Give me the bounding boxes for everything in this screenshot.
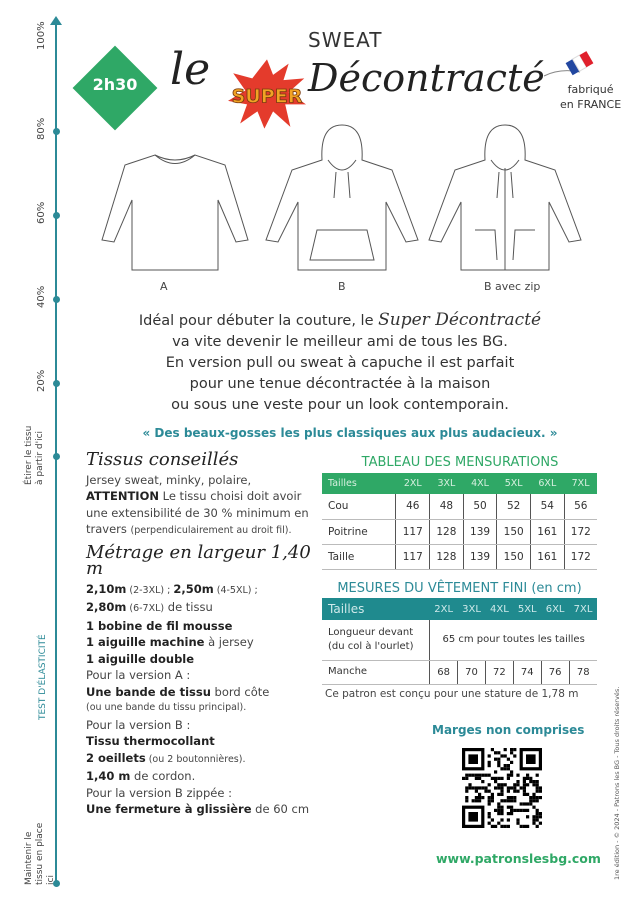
margins-note: Marges non comprises	[432, 723, 585, 737]
measurements-table: Tailles 2XL 3XL 4XL 5XL 6XL 7XL Cou 46 48 50 52 54 56 Poitrine 117 128 139 150 161 172 Taille 117 128 139 150 161 172	[322, 473, 597, 570]
tagline-quote: « Des beaux-gosses les plus classiques aux plus audacieux. »	[142, 426, 558, 440]
fabrics-title: Tissus conseillés	[86, 449, 239, 470]
stature-note: Ce patron est conçu pour une stature de 1,78 m	[325, 688, 579, 700]
title-le: le	[170, 44, 211, 95]
garment-b-zip-hoodie	[425, 120, 585, 275]
garment-label-b: B	[338, 280, 346, 293]
table-row: Longueur devant (du col à l'ourlet) 65 cm pour toutes les tailles	[322, 620, 597, 660]
tick-80: 80%	[36, 117, 47, 140]
garment-a-sweatshirt	[100, 120, 250, 275]
super-text: SUPER	[231, 85, 303, 108]
ruler-dot	[53, 380, 60, 387]
table-row: Taille 117 128 139 150 161 172	[322, 544, 597, 569]
time-text: 2h30	[92, 75, 138, 94]
arrow-up-icon	[50, 16, 62, 25]
made-in-france: fabriqué en FRANCE	[560, 83, 622, 111]
france-flag-tag-icon	[540, 50, 600, 80]
tick-40: 40%	[36, 285, 47, 308]
copyright: 1re édition - © 2024 - Patrons les BG - Tous droits réservés.	[613, 686, 621, 880]
supplies-column: Tissus conseillés Jersey sweat, minky, polaire, ATTENTION Le tissu choisi doit avoir une extensibilité de 30 % minimum en travers (perpendiculairement au droit fil). Métrage en largeur 1,40 m 2,10m (2-3XL) ; 2,50m (4-5XL) ; 2,80m (6-7XL) de tissu 1 bobine de fil mousse 1 aiguille machine à jersey 1 aiguille double Pour la version A : Une bande de tissu bord côte (ou une bande du tissu principal). Pour la version B : Tissu thermocollant 2 oeillets (ou 2 boutonnières). 1,40 m de cordon. Pour la version B zippée : Une fermeture à glissière de 60 cm	[86, 452, 316, 818]
garment-label-a: A	[160, 280, 168, 293]
finished-table: Tailles 2XL 3XL 4XL 5XL 6XL 7XL Longueur devant (du col à l'ourlet) 65 cm pour toutes les tailles Manche 68 70 72 74 76 78	[322, 598, 597, 685]
elasticity-test-label: TEST D'ÉLASTICITÉ	[38, 634, 48, 720]
yardage-title: Métrage en largeur 1,40 m	[86, 541, 311, 579]
tick-100: 100%	[36, 21, 47, 50]
ruler-dot	[53, 212, 60, 219]
subtitle-sweat: SWEAT	[308, 28, 383, 52]
garment-label-b-zip: B avec zip	[484, 280, 541, 293]
title-decontracte: Décontracté	[308, 56, 545, 100]
table-row: Poitrine 117 128 139 150 161 172	[322, 519, 597, 544]
hold-label: Maintenir le tissu en place ici	[24, 822, 56, 885]
tick-60: 60%	[36, 201, 47, 224]
ruler-dot	[53, 453, 60, 460]
ruler-dot	[53, 128, 60, 135]
website-link[interactable]: www.patronslesbg.com	[436, 851, 601, 866]
tick-20: 20%	[36, 369, 47, 392]
finished-title: MESURES DU VÊTEMENT FINI (en cm)	[337, 581, 582, 596]
ruler-dot	[53, 296, 60, 303]
qr-code[interactable]	[462, 748, 542, 828]
garment-b-hoodie	[262, 120, 422, 275]
intro-text: Idéal pour débuter la couture, le Super Décontracté va vite devenir le meilleur ami de tous les BG. En version pull ou sweat à capuche il est parfait pour une tenue décontractée à la maison ou sous une veste pour un look contemporain.	[138, 310, 542, 413]
table-row: Manche 68 70 72 74 76 78	[322, 660, 597, 684]
stretch-label: Étirer le tissu à partir d'ici	[24, 425, 45, 485]
table-row: Cou 46 48 50 52 54 56	[322, 494, 597, 519]
measurements-title: TABLEAU DES MENSURATIONS	[361, 455, 559, 470]
